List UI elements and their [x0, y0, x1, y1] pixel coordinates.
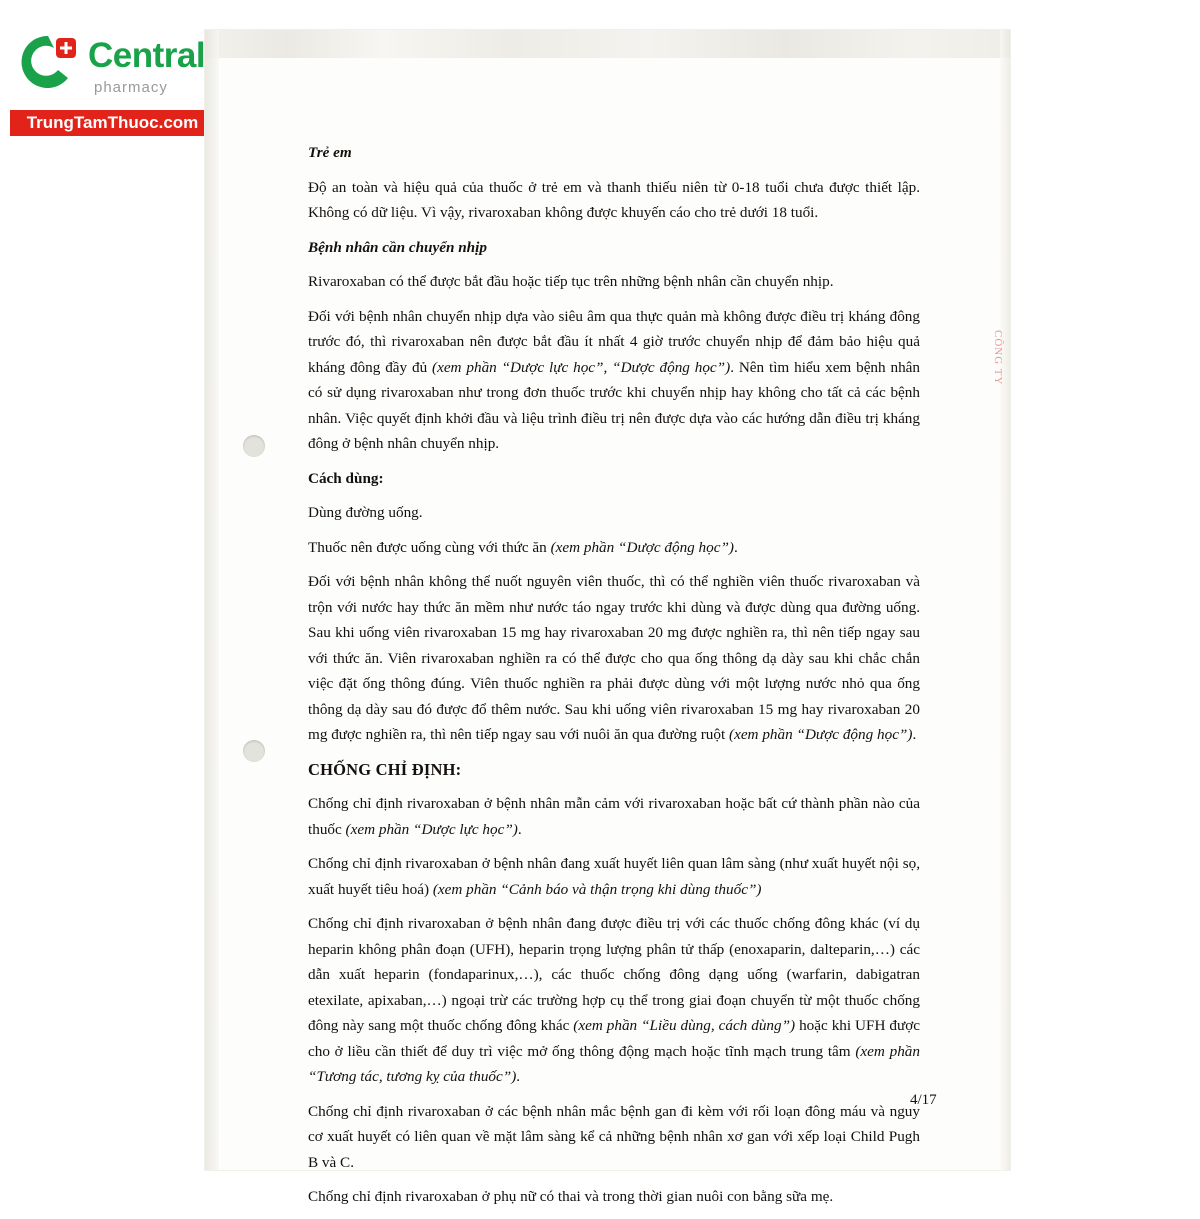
- brand-name: Central: [88, 36, 206, 75]
- page-number: 4/17: [910, 1092, 937, 1108]
- heading-chong-chi-dinh: CHỐNG CHỈ ĐỊNH:: [308, 759, 462, 779]
- paragraph-chong-chi-dinh-2: Chống chỉ định rivaroxaban ở bệnh nhân đang xuất huyết liên quan lâm sàng (như xuất huyết nội sọ, xuất huyết tiêu hoá) (xem phần “Cảnh báo và thận trọng khi dùng thuốc”): [308, 855, 920, 898]
- red-stamp-mark: CÔNG TY: [992, 330, 1004, 386]
- paragraph-chong-chi-dinh-5: Chống chỉ định rivaroxaban ở phụ nữ có thai và trong thời gian nuôi con bằng sữa mẹ.: [308, 1188, 834, 1205]
- page-left-edge-shading: [205, 30, 219, 1170]
- watermark-logo: [8, 26, 218, 141]
- paragraph-chong-chi-dinh-4: Chống chỉ định rivaroxaban ở các bệnh nhân mắc bệnh gan đi kèm với rối loạn đông máu và nguy cơ xuất huyết có liên quan về mặt lâm sàng kể cả những bệnh nhân xơ gan với xếp loại Child Pugh B và C.: [308, 1102, 920, 1171]
- paragraph-cach-dung-3: Đối với bệnh nhân không thể nuốt nguyên viên thuốc, thì có thể nghiền viên thuốc rivaroxaban và trộn với nước hay thức ăn mềm như nước táo ngay trước khi dùng và được dùng qua đường uống. Sau khi uống viên rivaroxaban 15 mg hay rivaroxaban 20 mg được nghiền ra, thì nên tiếp ngay sau với thức ăn. Viên rivaroxaban nghiền ra có thể được cho qua ống thông dạ dày sau khi chắc chắn việc đặt ống thông đúng. Viên thuốc nghiền ra phải được dùng với một lượng nước nhỏ qua ống thông dạ dày sau đó được đổ thêm nước. Sau khi uống viên rivaroxaban 15 mg hay rivaroxaban 20 mg được nghiền ra, thì nên tiếp ngay sau với nuôi ăn qua đường ruột (xem phần “Dược động học”).: [308, 573, 920, 743]
- page-right-edge-shading: [1000, 30, 1010, 1170]
- page-top-shading: [205, 30, 1010, 58]
- paragraph-cach-dung-1: Dùng đường uống.: [308, 504, 423, 521]
- brand-website-badge: TrungTamThuoc.com: [10, 110, 215, 136]
- brand-subtitle: pharmacy: [94, 79, 168, 96]
- paragraph-chuyen-nhip-1: Rivaroxaban có thể được bắt đầu hoặc tiếp tục trên những bệnh nhân cần chuyển nhịp.: [308, 273, 834, 290]
- punch-hole-bottom: [243, 740, 265, 762]
- scanned-page: [205, 30, 1010, 1205]
- punch-hole-top: [243, 435, 265, 457]
- document-body: [308, 140, 920, 1219]
- paragraph-cach-dung-2: Thuốc nên được uống cùng với thức ăn (xem phần “Dược động học”).: [308, 538, 738, 556]
- central-pharmacy-logo-icon: [16, 30, 80, 94]
- paragraph-chuyen-nhip-2: Đối với bệnh nhân chuyển nhịp dựa vào siêu âm qua thực quản mà không được điều trị kháng đông trước đó, thì rivaroxaban nên được bắt đầu ít nhất 4 giờ trước chuyển nhịp để đảm bảo hiệu quả kháng đông đầy đủ (xem phần “Dược lực học”, “Dược động học”). Nên tìm hiểu xem bệnh nhân có sử dụng rivaroxaban như trong đơn thuốc trước khi chuyển nhịp hay không cho tất cả các bệnh nhân. Việc quyết định khởi đầu và liệu trình điều trị nên được dựa vào các hướng dẫn điều trị kháng đông ở bệnh nhân chuyển nhịp.: [308, 307, 920, 452]
- paragraph-tre-em-1: Độ an toàn và hiệu quả của thuốc ở trẻ em và thanh thiếu niên từ 0-18 tuổi chưa được thiết lập. Không có dữ liệu. Vì vậy, rivaroxaban không được khuyến cáo cho trẻ dưới 18 tuổi.: [308, 178, 920, 221]
- heading-tre-em: Trẻ em: [308, 144, 352, 161]
- paragraph-chong-chi-dinh-3: Chống chỉ định rivaroxaban ở bệnh nhân đang được điều trị với các thuốc chống đông khác (ví dụ heparin không phân đoạn (UFH), heparin trọng lượng phân tử thấp (enoxaparin, dalteparin,…) các dẫn xuất heparin (fondaparinux,…), các thuốc chống đông dạng uống (warfarin, dabigatran etexilate, apixaban,…) ngoại trừ các trường hợp cụ thể trong giai đoạn chuyển từ một thuốc chống đông này sang một thuốc chống đông khác (xem phần “Liều dùng, cách dùng”) hoặc khi UFH được cho ở liều cần thiết để duy trì việc mở ống thông động mạch hoặc tĩnh mạch trung tâm (xem phần “Tương tác, tương kỵ của thuốc”).: [308, 915, 920, 1085]
- heading-benh-nhan-chuyen-nhip: Bệnh nhân cần chuyển nhịp: [308, 238, 487, 256]
- paragraph-chong-chi-dinh-1: Chống chỉ định rivaroxaban ở bệnh nhân mẫn cảm với rivaroxaban hoặc bất cứ thành phần nào của thuốc (xem phần “Dược lực học”).: [308, 795, 920, 838]
- heading-cach-dung: Cách dùng:: [308, 469, 384, 487]
